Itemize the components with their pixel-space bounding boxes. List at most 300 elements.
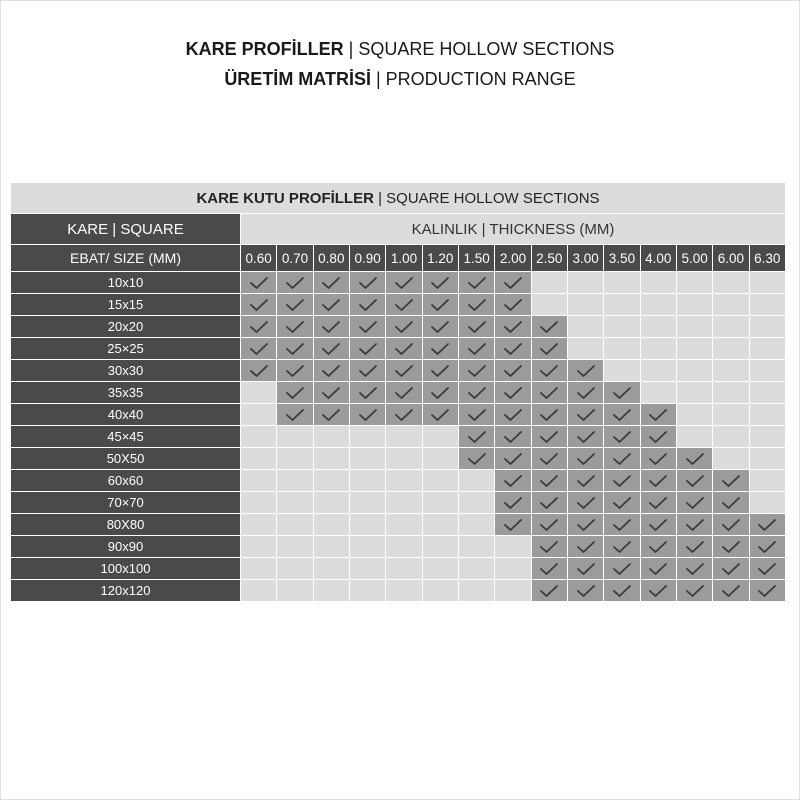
- available-cell: [313, 272, 349, 294]
- unavailable-cell: [604, 338, 640, 360]
- available-cell: [676, 470, 712, 492]
- unavailable-cell: [241, 536, 277, 558]
- available-cell: [713, 492, 749, 514]
- check-icon: [612, 430, 632, 444]
- available-cell: [604, 580, 640, 602]
- unavailable-cell: [277, 492, 313, 514]
- available-cell: [277, 272, 313, 294]
- unavailable-cell: [749, 294, 785, 316]
- check-icon: [467, 386, 487, 400]
- unavailable-cell: [495, 536, 531, 558]
- check-icon: [539, 584, 559, 598]
- size-label: 15x15: [11, 294, 241, 316]
- unavailable-cell: [349, 426, 385, 448]
- check-icon: [539, 540, 559, 554]
- available-cell: [531, 514, 567, 536]
- unavailable-cell: [241, 514, 277, 536]
- table-row: [11, 382, 786, 404]
- available-cell: [567, 404, 603, 426]
- available-cell: [495, 360, 531, 382]
- available-cell: [458, 426, 494, 448]
- table-row: [11, 360, 786, 382]
- available-cell: [604, 470, 640, 492]
- check-icon: [503, 408, 523, 422]
- thickness-value: 0.80: [313, 245, 349, 272]
- available-cell: [277, 294, 313, 316]
- check-icon: [685, 452, 705, 466]
- check-icon: [467, 452, 487, 466]
- check-icon: [430, 276, 450, 290]
- check-icon: [612, 584, 632, 598]
- unavailable-cell: [313, 492, 349, 514]
- check-icon: [503, 474, 523, 488]
- unavailable-cell: [495, 558, 531, 580]
- available-cell: [386, 272, 422, 294]
- unavailable-cell: [676, 272, 712, 294]
- unavailable-cell: [749, 426, 785, 448]
- available-cell: [495, 514, 531, 536]
- check-icon: [394, 408, 414, 422]
- available-cell: [604, 448, 640, 470]
- size-label: 20x20: [11, 316, 241, 338]
- unavailable-cell: [241, 382, 277, 404]
- unavailable-cell: [749, 470, 785, 492]
- check-icon: [285, 386, 305, 400]
- check-icon: [285, 408, 305, 422]
- thickness-values-row: [11, 245, 786, 272]
- available-cell: [422, 272, 458, 294]
- check-icon: [648, 452, 668, 466]
- available-cell: [531, 338, 567, 360]
- unavailable-cell: [277, 426, 313, 448]
- caption-bold: KARE KUTU PROFİLLER: [196, 189, 374, 207]
- unavailable-cell: [422, 580, 458, 602]
- check-icon: [285, 320, 305, 334]
- unavailable-cell: [313, 514, 349, 536]
- available-cell: [567, 558, 603, 580]
- check-icon: [467, 276, 487, 290]
- unavailable-cell: [386, 448, 422, 470]
- available-cell: [241, 338, 277, 360]
- check-icon: [467, 430, 487, 444]
- table-row: [11, 294, 786, 316]
- check-icon: [539, 430, 559, 444]
- check-icon: [503, 518, 523, 532]
- unavailable-cell: [676, 316, 712, 338]
- table-row: [11, 536, 786, 558]
- check-icon: [576, 474, 596, 488]
- check-icon: [539, 320, 559, 334]
- available-cell: [531, 558, 567, 580]
- available-cell: [422, 382, 458, 404]
- unavailable-cell: [422, 536, 458, 558]
- unavailable-cell: [567, 316, 603, 338]
- check-icon: [539, 518, 559, 532]
- unavailable-cell: [640, 294, 676, 316]
- unavailable-cell: [241, 448, 277, 470]
- available-cell: [604, 558, 640, 580]
- available-cell: [241, 294, 277, 316]
- thickness-value: 6.00: [713, 245, 749, 272]
- page-subtitle: [0, 68, 800, 90]
- available-cell: [313, 338, 349, 360]
- thickness-value: 0.70: [277, 245, 313, 272]
- available-cell: [241, 272, 277, 294]
- available-cell: [386, 316, 422, 338]
- check-icon: [612, 408, 632, 422]
- table-row: [11, 470, 786, 492]
- check-icon: [503, 364, 523, 378]
- available-cell: [349, 338, 385, 360]
- thickness-value: 0.90: [349, 245, 385, 272]
- available-cell: [531, 536, 567, 558]
- available-cell: [241, 316, 277, 338]
- check-icon: [539, 364, 559, 378]
- unavailable-cell: [713, 338, 749, 360]
- check-icon: [648, 562, 668, 576]
- check-icon: [467, 364, 487, 378]
- available-cell: [640, 426, 676, 448]
- available-cell: [531, 470, 567, 492]
- check-icon: [757, 518, 777, 532]
- available-cell: [531, 492, 567, 514]
- check-icon: [503, 298, 523, 312]
- check-icon: [430, 320, 450, 334]
- check-icon: [503, 386, 523, 400]
- unavailable-cell: [422, 470, 458, 492]
- available-cell: [495, 404, 531, 426]
- check-icon: [539, 496, 559, 510]
- available-cell: [713, 580, 749, 602]
- unavailable-cell: [313, 426, 349, 448]
- available-cell: [676, 536, 712, 558]
- available-cell: [640, 580, 676, 602]
- check-icon: [358, 298, 378, 312]
- available-cell: [749, 514, 785, 536]
- thickness-value: 2.50: [531, 245, 567, 272]
- available-cell: [604, 404, 640, 426]
- check-icon: [285, 298, 305, 312]
- available-cell: [640, 404, 676, 426]
- available-cell: [495, 492, 531, 514]
- available-cell: [531, 448, 567, 470]
- size-label: 30x30: [11, 360, 241, 382]
- unavailable-cell: [386, 426, 422, 448]
- table-row: [11, 426, 786, 448]
- unavailable-cell: [604, 272, 640, 294]
- available-cell: [277, 360, 313, 382]
- available-cell: [386, 404, 422, 426]
- available-cell: [567, 360, 603, 382]
- unavailable-cell: [277, 536, 313, 558]
- check-icon: [503, 496, 523, 510]
- check-icon: [394, 342, 414, 356]
- available-cell: [640, 514, 676, 536]
- unavailable-cell: [749, 448, 785, 470]
- unavailable-cell: [241, 404, 277, 426]
- production-matrix-table: [10, 182, 786, 602]
- available-cell: [531, 426, 567, 448]
- check-icon: [721, 474, 741, 488]
- header-row-group: [11, 214, 786, 245]
- table-caption-row: [11, 183, 786, 214]
- check-icon: [539, 562, 559, 576]
- unavailable-cell: [749, 316, 785, 338]
- available-cell: [386, 338, 422, 360]
- check-icon: [648, 408, 668, 422]
- unavailable-cell: [749, 404, 785, 426]
- unavailable-cell: [313, 580, 349, 602]
- check-icon: [503, 452, 523, 466]
- unavailable-cell: [713, 448, 749, 470]
- available-cell: [676, 448, 712, 470]
- available-cell: [567, 580, 603, 602]
- available-cell: [640, 558, 676, 580]
- unavailable-cell: [277, 558, 313, 580]
- unavailable-cell: [386, 492, 422, 514]
- page-title: [0, 38, 800, 60]
- title-rest: | SQUARE HOLLOW SECTIONS: [343, 39, 615, 59]
- unavailable-cell: [749, 338, 785, 360]
- unavailable-cell: [422, 492, 458, 514]
- available-cell: [495, 470, 531, 492]
- available-cell: [531, 360, 567, 382]
- unavailable-cell: [458, 492, 494, 514]
- available-cell: [495, 294, 531, 316]
- unavailable-cell: [531, 272, 567, 294]
- available-cell: [386, 360, 422, 382]
- check-icon: [503, 430, 523, 444]
- unavailable-cell: [604, 360, 640, 382]
- available-cell: [495, 338, 531, 360]
- check-icon: [721, 562, 741, 576]
- subtitle-bold: ÜRETİM MATRİSİ: [224, 69, 371, 89]
- check-icon: [648, 518, 668, 532]
- unavailable-cell: [713, 316, 749, 338]
- unavailable-cell: [640, 360, 676, 382]
- unavailable-cell: [241, 558, 277, 580]
- unavailable-cell: [458, 514, 494, 536]
- unavailable-cell: [458, 470, 494, 492]
- available-cell: [422, 338, 458, 360]
- unavailable-cell: [495, 580, 531, 602]
- check-icon: [576, 386, 596, 400]
- check-icon: [685, 496, 705, 510]
- unavailable-cell: [313, 536, 349, 558]
- available-cell: [458, 404, 494, 426]
- available-cell: [277, 404, 313, 426]
- available-cell: [313, 382, 349, 404]
- check-icon: [394, 298, 414, 312]
- check-icon: [430, 342, 450, 356]
- check-icon: [539, 386, 559, 400]
- available-cell: [713, 558, 749, 580]
- check-icon: [430, 386, 450, 400]
- unavailable-cell: [349, 558, 385, 580]
- check-icon: [394, 320, 414, 334]
- size-label: 40x40: [11, 404, 241, 426]
- available-cell: [604, 382, 640, 404]
- check-icon: [321, 298, 341, 312]
- available-cell: [567, 514, 603, 536]
- unavailable-cell: [241, 470, 277, 492]
- check-icon: [321, 408, 341, 422]
- available-cell: [349, 272, 385, 294]
- check-icon: [721, 584, 741, 598]
- unavailable-cell: [676, 294, 712, 316]
- available-cell: [531, 382, 567, 404]
- unavailable-cell: [349, 492, 385, 514]
- available-cell: [277, 382, 313, 404]
- size-label: 10x10: [11, 272, 241, 294]
- available-cell: [676, 492, 712, 514]
- unavailable-cell: [349, 580, 385, 602]
- unavailable-cell: [458, 580, 494, 602]
- thickness-value: 4.00: [640, 245, 676, 272]
- thickness-value: 1.20: [422, 245, 458, 272]
- available-cell: [495, 426, 531, 448]
- available-cell: [386, 382, 422, 404]
- check-icon: [394, 276, 414, 290]
- size-label: 50X50: [11, 448, 241, 470]
- available-cell: [676, 514, 712, 536]
- check-icon: [467, 320, 487, 334]
- check-icon: [757, 540, 777, 554]
- check-icon: [503, 276, 523, 290]
- available-cell: [458, 448, 494, 470]
- check-icon: [648, 584, 668, 598]
- check-icon: [503, 320, 523, 334]
- check-icon: [576, 496, 596, 510]
- unavailable-cell: [713, 426, 749, 448]
- size-column-header: EBAT/ SIZE (MM): [11, 245, 241, 272]
- unavailable-cell: [386, 536, 422, 558]
- thickness-header: KALINLIK | THICKNESS (MM): [241, 214, 786, 245]
- table-row: [11, 316, 786, 338]
- thickness-value: 6.30: [749, 245, 785, 272]
- unavailable-cell: [458, 558, 494, 580]
- check-icon: [539, 408, 559, 422]
- unavailable-cell: [531, 294, 567, 316]
- available-cell: [567, 448, 603, 470]
- check-icon: [648, 496, 668, 510]
- available-cell: [241, 360, 277, 382]
- unavailable-cell: [277, 580, 313, 602]
- available-cell: [458, 294, 494, 316]
- table-caption: [11, 183, 786, 214]
- unavailable-cell: [713, 404, 749, 426]
- unavailable-cell: [604, 316, 640, 338]
- size-label: 70×70: [11, 492, 241, 514]
- check-icon: [321, 276, 341, 290]
- check-icon: [430, 364, 450, 378]
- check-icon: [648, 540, 668, 554]
- available-cell: [422, 316, 458, 338]
- unavailable-cell: [567, 338, 603, 360]
- available-cell: [640, 536, 676, 558]
- unavailable-cell: [349, 448, 385, 470]
- unavailable-cell: [386, 470, 422, 492]
- check-icon: [576, 540, 596, 554]
- thickness-value: 1.50: [458, 245, 494, 272]
- size-label: 100x100: [11, 558, 241, 580]
- unavailable-cell: [676, 382, 712, 404]
- check-icon: [685, 562, 705, 576]
- unavailable-cell: [676, 338, 712, 360]
- check-icon: [285, 364, 305, 378]
- unavailable-cell: [567, 272, 603, 294]
- check-icon: [249, 276, 269, 290]
- available-cell: [604, 492, 640, 514]
- unavailable-cell: [422, 448, 458, 470]
- available-cell: [713, 470, 749, 492]
- unavailable-cell: [241, 580, 277, 602]
- check-icon: [539, 452, 559, 466]
- available-cell: [422, 360, 458, 382]
- unavailable-cell: [349, 514, 385, 536]
- available-cell: [713, 536, 749, 558]
- check-icon: [249, 298, 269, 312]
- thickness-value: 2.00: [495, 245, 531, 272]
- unavailable-cell: [313, 558, 349, 580]
- available-cell: [313, 360, 349, 382]
- table-row: [11, 514, 786, 536]
- check-icon: [685, 474, 705, 488]
- check-icon: [721, 496, 741, 510]
- unavailable-cell: [676, 360, 712, 382]
- available-cell: [604, 536, 640, 558]
- unavailable-cell: [749, 272, 785, 294]
- available-cell: [531, 580, 567, 602]
- check-icon: [467, 298, 487, 312]
- check-icon: [685, 540, 705, 554]
- caption-rest: | SQUARE HOLLOW SECTIONS: [373, 189, 600, 207]
- available-cell: [422, 404, 458, 426]
- unavailable-cell: [241, 492, 277, 514]
- available-cell: [604, 426, 640, 448]
- check-icon: [612, 452, 632, 466]
- check-icon: [358, 342, 378, 356]
- check-icon: [249, 320, 269, 334]
- check-icon: [321, 342, 341, 356]
- available-cell: [749, 580, 785, 602]
- check-icon: [612, 518, 632, 532]
- check-icon: [539, 474, 559, 488]
- title-bold: KARE PROFİLLER: [185, 39, 344, 59]
- unavailable-cell: [604, 294, 640, 316]
- check-icon: [612, 496, 632, 510]
- available-cell: [495, 448, 531, 470]
- available-cell: [386, 294, 422, 316]
- unavailable-cell: [277, 470, 313, 492]
- unavailable-cell: [349, 536, 385, 558]
- thickness-value: 3.50: [604, 245, 640, 272]
- thickness-value: 5.00: [676, 245, 712, 272]
- check-icon: [612, 540, 632, 554]
- check-icon: [394, 364, 414, 378]
- unavailable-cell: [713, 294, 749, 316]
- available-cell: [495, 272, 531, 294]
- unavailable-cell: [640, 272, 676, 294]
- size-label: 120x120: [11, 580, 241, 602]
- size-label: 80X80: [11, 514, 241, 536]
- thickness-value: 0.60: [241, 245, 277, 272]
- square-column-header: KARE | SQUARE: [11, 214, 241, 245]
- available-cell: [531, 404, 567, 426]
- unavailable-cell: [422, 558, 458, 580]
- available-cell: [495, 382, 531, 404]
- check-icon: [358, 364, 378, 378]
